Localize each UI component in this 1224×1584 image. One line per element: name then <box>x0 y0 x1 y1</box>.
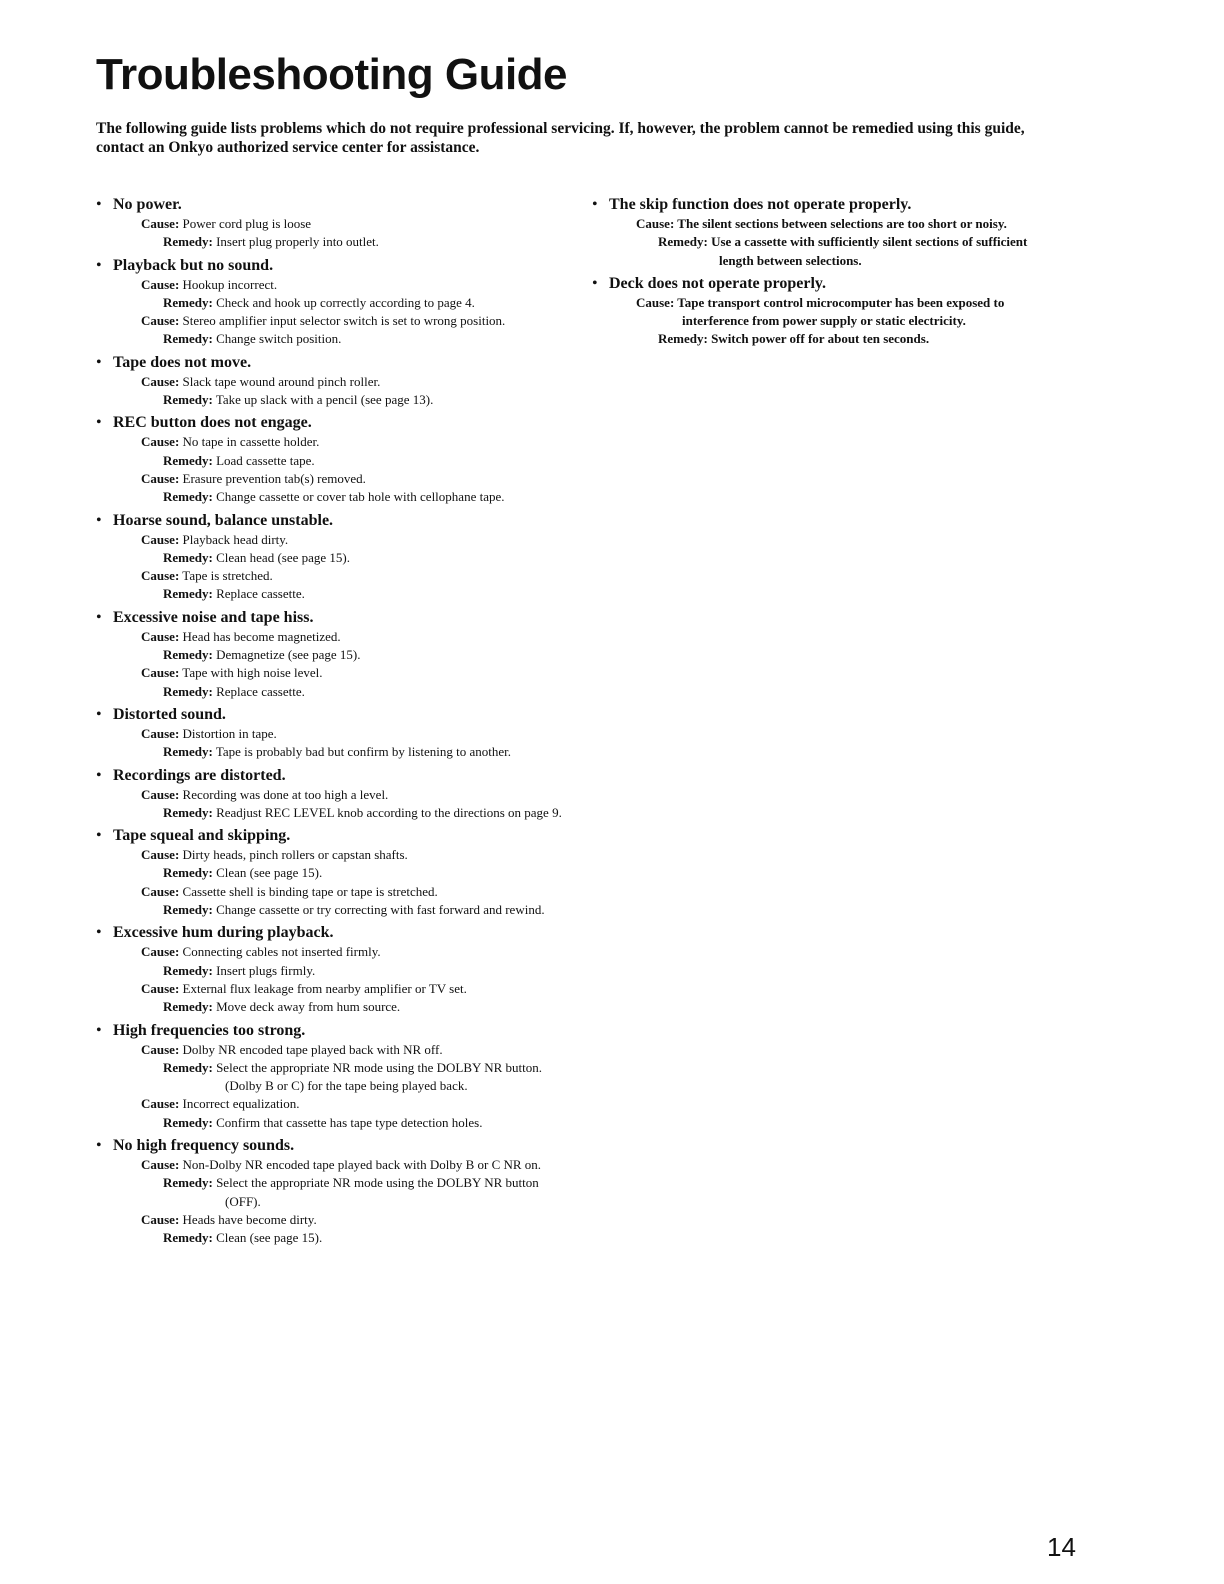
cause-text: External flux leakage from nearby amplifier or TV set. <box>182 980 467 996</box>
remedy-line <box>96 233 566 251</box>
cause-text: Erasure prevention tab(s) removed. <box>182 470 366 486</box>
trouble-item <box>96 705 566 762</box>
remedy-label: Remedy: <box>658 234 708 250</box>
bullet-icon: • <box>96 608 102 626</box>
remedy-text: Change cassette or cover tab hole with cellophane tape. <box>216 489 505 505</box>
remedy-label: Remedy: <box>163 1114 213 1130</box>
cause-line <box>96 276 566 294</box>
intro-paragraph: The following guide lists problems which do not require professional servicing. If, however, the problem cannot be remedied using this guide, contact an Onkyo authorized service center for assistance. <box>96 120 1025 156</box>
cause-line <box>96 846 566 864</box>
bullet-icon: • <box>96 1021 102 1039</box>
cause-label: Cause: <box>141 1211 180 1227</box>
cause-label: Cause: <box>141 276 180 292</box>
remedy-label: Remedy: <box>163 804 213 820</box>
cause-label: Cause: <box>141 628 180 644</box>
problem-heading: Excessive hum during playback. <box>113 924 334 942</box>
remedy-text: Use a cassette with sufficiently silent sections of sufficient length between selections. <box>711 234 1028 268</box>
remedy-text: Insert plug properly into outlet. <box>216 234 379 250</box>
bullet-icon: • <box>96 414 102 432</box>
problem-heading: The skip function does not operate properly. <box>609 196 912 213</box>
remedy-line <box>96 901 566 919</box>
bullet-icon: • <box>592 196 598 213</box>
remedy-label: Remedy: <box>163 647 213 663</box>
bullet-icon: • <box>96 1136 102 1154</box>
remedy-text: Insert plugs firmly. <box>216 962 316 978</box>
problem-heading: Tape squeal and skipping. <box>113 827 291 845</box>
cause-label: Cause: <box>141 568 180 584</box>
remedy-line <box>96 294 566 312</box>
problem-heading: Recordings are distorted. <box>113 766 286 784</box>
bullet-icon: • <box>96 353 102 371</box>
cause-label: Cause: <box>141 434 180 450</box>
cause-line <box>96 628 566 646</box>
cause-label: Cause: <box>141 847 180 863</box>
cause-text: Playback head dirty. <box>182 531 289 547</box>
remedy-label: Remedy: <box>163 683 213 699</box>
cause-text: Power cord plug is loose <box>182 216 312 231</box>
remedy-line <box>96 585 566 603</box>
bullet-icon: • <box>96 827 102 845</box>
cause-text: Incorrect equalization. <box>182 1096 300 1112</box>
cause-line <box>96 470 566 488</box>
cause-line <box>96 786 566 804</box>
remedy-text: Tape is probably bad but confirm by listening to another. <box>215 744 511 760</box>
remedy-line <box>96 549 566 567</box>
remedy-label: Remedy: <box>163 744 213 760</box>
problem-heading: Hoarse sound, balance unstable. <box>113 511 334 529</box>
cause-line <box>96 373 566 391</box>
problem-heading: No high frequency sounds. <box>113 1136 295 1154</box>
remedy-line <box>96 683 566 701</box>
cause-line <box>96 1211 566 1229</box>
remedy-label: Remedy: <box>163 1175 213 1191</box>
trouble-item <box>96 766 566 823</box>
remedy-line <box>96 998 566 1016</box>
cause-line <box>592 215 1062 233</box>
trouble-item <box>96 413 566 506</box>
remedy-line <box>96 743 566 761</box>
remedy-text: Clean (see page 15). <box>216 865 323 881</box>
remedy-text: Clean head (see page 15). <box>216 549 350 565</box>
cause-line <box>96 1156 566 1174</box>
bullet-icon: • <box>96 196 102 213</box>
problem-heading: REC button does not engage. <box>113 414 312 432</box>
remedy-text: Switch power off for about ten seconds. <box>711 331 930 347</box>
remedy-label: Remedy: <box>163 452 213 468</box>
troubleshooting-list-left <box>96 195 566 1251</box>
remedy-label: Remedy: <box>163 865 213 881</box>
remedy-text: Confirm that cassette has tape type detection holes. <box>216 1114 483 1130</box>
remedy-text: Readjust REC LEVEL knob according to the directions on page 9. <box>216 804 562 820</box>
cause-label: Cause: <box>141 980 180 996</box>
cause-text: Tape transport control microcomputer has been exposed to interference from power supply or static electricity. <box>677 294 1005 329</box>
remedy-line <box>96 1114 566 1132</box>
trouble-item <box>96 923 566 1016</box>
cause-text: Cassette shell is binding tape or tape is stretched. <box>182 883 438 899</box>
cause-line <box>96 1041 566 1059</box>
remedy-label: Remedy: <box>658 331 708 347</box>
cause-label: Cause: <box>141 786 180 802</box>
remedy-label: Remedy: <box>163 234 213 250</box>
trouble-item <box>96 1136 566 1247</box>
cause-line <box>96 664 566 682</box>
bullet-icon: • <box>96 705 102 723</box>
cause-line <box>96 883 566 901</box>
cause-text: Recording was done at too high a level. <box>182 786 389 802</box>
bullet-icon: • <box>96 924 102 942</box>
remedy-text: Check and hook up correctly according to page 4. <box>216 294 475 310</box>
trouble-item <box>96 511 566 604</box>
cause-label: Cause: <box>636 216 675 231</box>
cause-text: Tape with high noise level. <box>182 665 323 681</box>
trouble-item <box>96 353 566 410</box>
trouble-item <box>96 826 566 919</box>
troubleshooting-list-right <box>592 195 1062 353</box>
trouble-item <box>592 274 1062 349</box>
cause-text: The silent sections between selections are too short or noisy. <box>677 216 1007 231</box>
cause-label: Cause: <box>141 725 180 741</box>
remedy-text: Select the appropriate NR mode using the DOLBY NR button (OFF). <box>216 1175 539 1209</box>
remedy-text: Clean (see page 15). <box>216 1230 323 1246</box>
remedy-line <box>96 452 566 470</box>
problem-heading: Playback but no sound. <box>113 256 274 274</box>
cause-text: No tape in cassette holder. <box>182 434 320 450</box>
cause-label: Cause: <box>141 1041 180 1057</box>
remedy-line <box>96 488 566 506</box>
cause-label: Cause: <box>141 883 180 899</box>
page-number: 14 <box>1047 1532 1076 1562</box>
remedy-line <box>96 1174 566 1211</box>
remedy-line <box>592 233 1062 270</box>
trouble-item <box>96 1021 566 1132</box>
bullet-icon: • <box>96 766 102 784</box>
remedy-line <box>96 864 566 882</box>
remedy-label: Remedy: <box>163 902 213 918</box>
remedy-line <box>96 1229 566 1247</box>
cause-label: Cause: <box>141 216 180 231</box>
remedy-text: Change cassette or try correcting with fast forward and rewind. <box>216 902 545 918</box>
cause-label: Cause: <box>141 1156 180 1172</box>
problem-heading: Excessive noise and tape hiss. <box>113 608 314 626</box>
cause-line <box>96 215 566 233</box>
bullet-icon: • <box>96 511 102 529</box>
remedy-text: Replace cassette. <box>216 586 305 602</box>
cause-label: Cause: <box>141 944 180 960</box>
cause-text: Heads have become dirty. <box>182 1211 317 1227</box>
remedy-text: Load cassette tape. <box>216 452 315 468</box>
cause-line <box>96 531 566 549</box>
remedy-text: Replace cassette. <box>216 683 305 699</box>
cause-label: Cause: <box>141 470 180 486</box>
remedy-label: Remedy: <box>163 294 213 310</box>
remedy-label: Remedy: <box>163 999 213 1015</box>
cause-text: Distortion in tape. <box>182 725 277 741</box>
trouble-item <box>96 608 566 701</box>
trouble-item <box>96 195 566 252</box>
remedy-line <box>96 1059 566 1096</box>
cause-line <box>96 980 566 998</box>
cause-text: Connecting cables not inserted firmly. <box>182 944 381 960</box>
cause-text: Tape is stretched. <box>182 568 273 584</box>
remedy-line <box>96 962 566 980</box>
remedy-text: Demagnetize (see page 15). <box>216 647 361 663</box>
bullet-icon: • <box>96 256 102 274</box>
remedy-label: Remedy: <box>163 1230 213 1246</box>
remedy-line <box>96 646 566 664</box>
cause-line <box>96 312 566 330</box>
trouble-item <box>592 195 1062 270</box>
cause-line <box>96 1095 566 1113</box>
problem-heading: No power. <box>113 196 182 213</box>
cause-text: Head has become magnetized. <box>182 628 341 644</box>
remedy-text: Take up slack with a pencil (see page 13). <box>215 392 434 408</box>
cause-text: Stereo amplifier input selector switch is set to wrong position. <box>182 313 506 329</box>
cause-label: Cause: <box>141 373 180 389</box>
cause-line <box>592 294 1062 331</box>
remedy-line <box>592 330 1062 348</box>
cause-label: Cause: <box>141 1096 180 1112</box>
cause-line <box>96 567 566 585</box>
cause-line <box>96 943 566 961</box>
remedy-text: Select the appropriate NR mode using the DOLBY NR button. (Dolby B or C) for the tape being played back. <box>216 1059 542 1094</box>
cause-text: Slack tape wound around pinch roller. <box>182 373 381 389</box>
problem-heading: Tape does not move. <box>113 353 252 371</box>
remedy-text: Change switch position. <box>216 331 342 347</box>
remedy-label: Remedy: <box>163 331 213 347</box>
problem-heading: High frequencies too strong. <box>113 1021 306 1039</box>
cause-label: Cause: <box>141 665 180 681</box>
remedy-line <box>96 804 566 822</box>
cause-line <box>96 725 566 743</box>
problem-heading: Distorted sound. <box>113 705 226 723</box>
problem-heading: Deck does not operate properly. <box>609 274 827 292</box>
remedy-label: Remedy: <box>163 549 213 565</box>
remedy-text: Move deck away from hum source. <box>216 999 401 1015</box>
remedy-label: Remedy: <box>163 962 213 978</box>
remedy-line <box>96 330 566 348</box>
cause-line <box>96 433 566 451</box>
remedy-label: Remedy: <box>163 586 213 602</box>
remedy-line <box>96 391 566 409</box>
cause-text: Non-Dolby NR encoded tape played back with Dolby B or C NR on. <box>182 1156 542 1172</box>
remedy-label: Remedy: <box>163 489 213 505</box>
cause-label: Cause: <box>141 313 180 329</box>
cause-label: Cause: <box>636 294 675 310</box>
cause-text: Dolby NR encoded tape played back with NR off. <box>182 1041 443 1057</box>
cause-label: Cause: <box>141 531 180 547</box>
cause-text: Dirty heads, pinch rollers or capstan shafts. <box>182 847 408 863</box>
trouble-item <box>96 256 566 349</box>
bullet-icon: • <box>592 274 598 292</box>
remedy-label: Remedy: <box>163 392 213 408</box>
cause-text: Hookup incorrect. <box>182 276 278 292</box>
remedy-label: Remedy: <box>163 1059 213 1075</box>
page-title: Troubleshooting Guide <box>96 50 568 99</box>
